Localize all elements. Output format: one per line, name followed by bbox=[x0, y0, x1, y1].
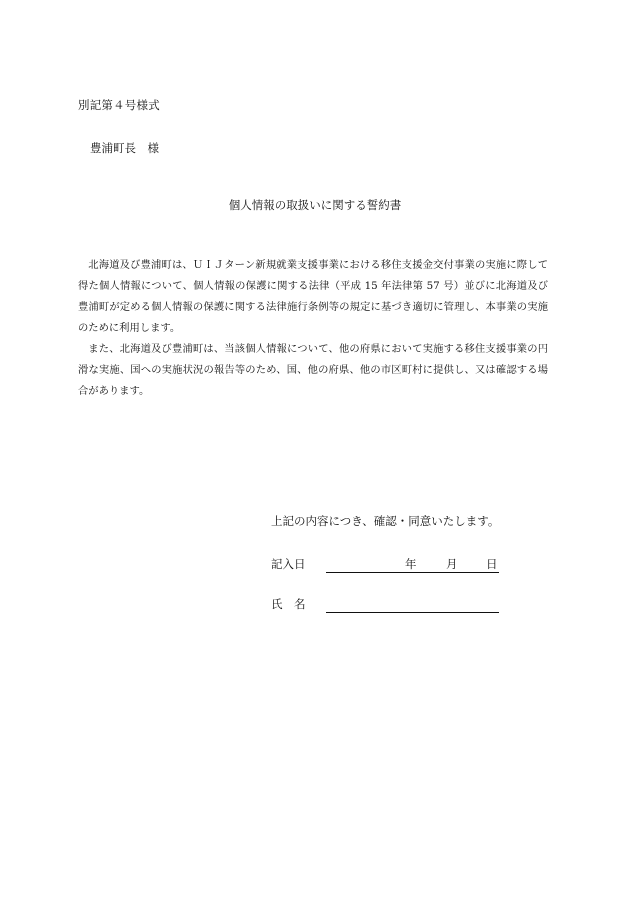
year-label: 年 bbox=[405, 557, 417, 571]
day-label: 日 bbox=[486, 557, 498, 571]
name-line[interactable] bbox=[326, 612, 499, 613]
body-paragraph-1: 北海道及び豊浦町は、ＵＩＪターン新規就業支援事業における移住支援金交付事業の実施に際して得た個人情報について、個人情報の保護に関する法律（平成 15 年法律第 57 号）並びに北海道及び豊浦町が定める個人情報の保護に関する法律施行条例等の規定に基づき適切に管理し、本事業の実施のために利用します。 bbox=[78, 259, 548, 334]
name-label: 氏 名 bbox=[271, 597, 306, 611]
form-number: 別記第４号様式 bbox=[78, 98, 160, 112]
month-label: 月 bbox=[446, 557, 458, 571]
document-body bbox=[78, 255, 548, 402]
consent-statement: 上記の内容につき、確認・同意いたします。 bbox=[271, 514, 500, 528]
entry-date-label: 記入日 bbox=[271, 557, 306, 571]
body-paragraph-2: また、北海道及び豊浦町は、当該個人情報について、他の府県において実施する移住支援事業の円滑な実施、国への実施状況の報告等のため、国、他の府県、他の市区町村に提供し、又は確認する場合があります。 bbox=[78, 343, 548, 397]
addressee: 豊浦町長 様 bbox=[90, 141, 159, 155]
entry-date-line[interactable] bbox=[326, 572, 499, 573]
document-title: 個人情報の取扱いに関する誓約書 bbox=[228, 198, 402, 212]
